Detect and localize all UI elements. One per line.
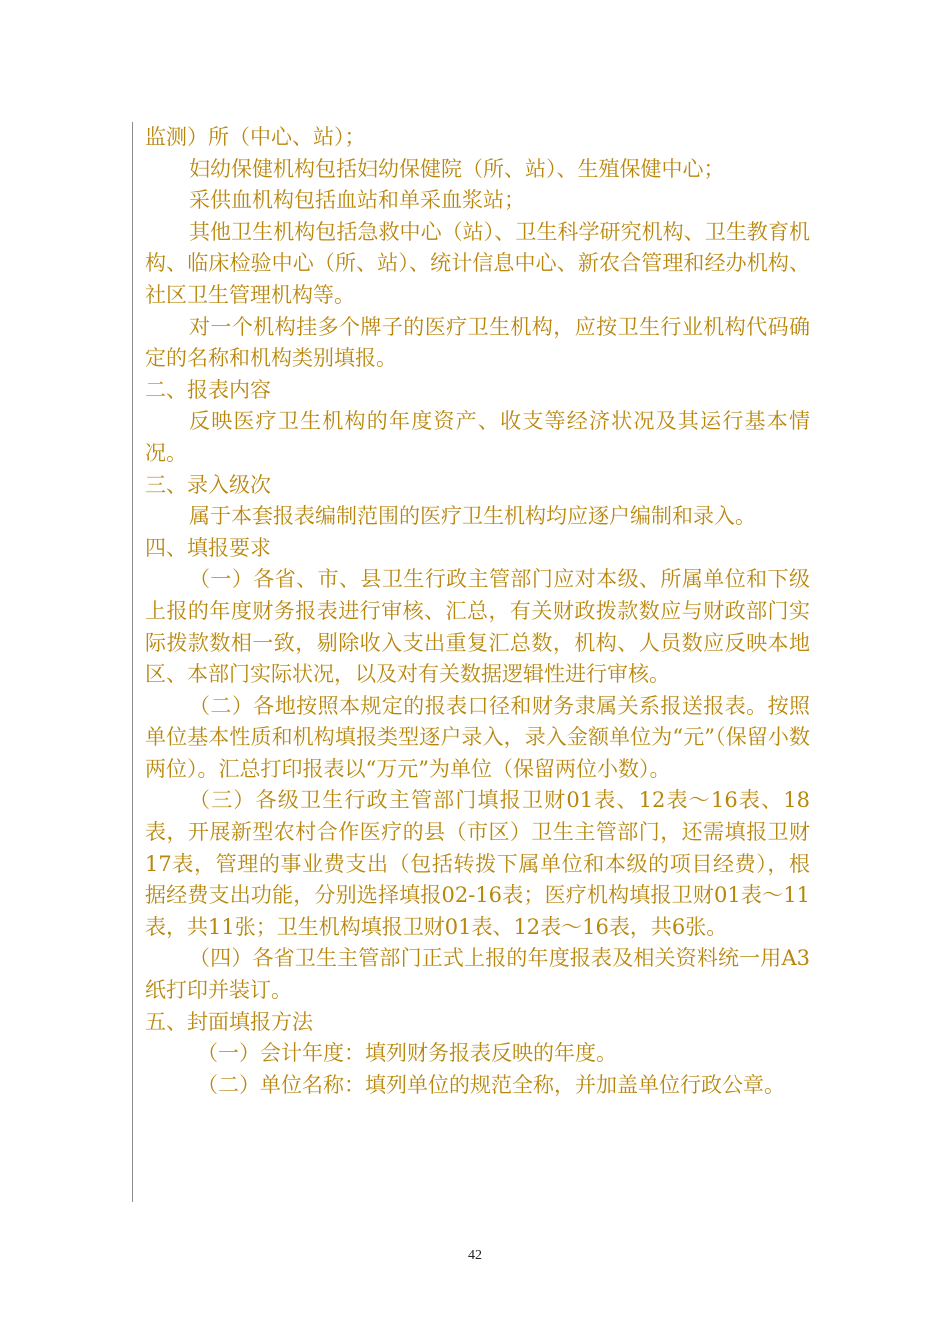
paragraph: （二）单位名称：填列单位的规范全称，并加盖单位行政公章。 bbox=[197, 1072, 785, 1097]
section-heading: 四、填报要求 bbox=[145, 535, 271, 560]
body-text bbox=[145, 122, 810, 1101]
paragraph: （二）各地按照本规定的报表口径和财务隶属关系报送报表。按照单位基本性质和机构填报类型逐户录入，录入金额单位为“元”（保留小数两位）。汇总打印报表以“万元”为单位（保留两位小数）。 bbox=[145, 693, 810, 781]
page-number: 42 bbox=[468, 1248, 482, 1263]
section-heading: 三、录入级次 bbox=[145, 472, 271, 497]
paragraph: 采供血机构包括血站和单采血浆站； bbox=[189, 188, 525, 213]
section-heading: 二、报表内容 bbox=[145, 377, 271, 402]
paragraph: （四）各省卫生主管部门正式上报的年度报表及相关资料统一用A3纸打印并装订。 bbox=[145, 946, 810, 1003]
paragraph: 妇幼保健机构包括妇幼保健院（所、站）、生殖保健中心； bbox=[189, 156, 725, 181]
left-margin-rule bbox=[132, 122, 133, 1202]
paragraph: 其他卫生机构包括急救中心（站）、卫生科学研究机构、卫生教育机构、临床检验中心（所、站）、统计信息中心、新农合管理和经办机构、社区卫生管理机构等。 bbox=[145, 219, 810, 307]
paragraph: （一）各省、市、县卫生行政主管部门应对本级、所属单位和下级上报的年度财务报表进行审核、汇总，有关财政拨款数应与财政部门实际拨款数相一致，剔除收入支出重复汇总数，机构、人员数应反映本地区、本部门实际状况，以及对有关数据逻辑性进行审核。 bbox=[145, 567, 810, 687]
paragraph: 监测）所（中心、站）； bbox=[145, 125, 366, 149]
section-heading: 五、封面填报方法 bbox=[145, 1009, 313, 1034]
paragraph: 对一个机构挂多个牌子的医疗卫生机构，应按卫生行业机构代码确定的名称和机构类别填报。 bbox=[145, 314, 810, 371]
paragraph: 属于本套报表编制范围的医疗卫生机构均应逐户编制和录入。 bbox=[189, 504, 756, 529]
paragraph: （三）各级卫生行政主管部门填报卫财01表、12表～16表、18表，开展新型农村合作医疗的县（市区）卫生主管部门，还需填报卫财17表，管理的事业费支出（包括转拨下属单位和本级的项目经费），根据经费支出功能，分别选择填报02-16表；医疗机构填报卫财01表～11表，共11张；卫生机构填报卫财01表、12表～16表，共6张。 bbox=[145, 788, 810, 939]
paragraph: 反映医疗卫生机构的年度资产、收支等经济状况及其运行基本情况。 bbox=[145, 409, 810, 465]
paragraph: （一）会计年度：填列财务报表反映的年度。 bbox=[197, 1041, 617, 1066]
